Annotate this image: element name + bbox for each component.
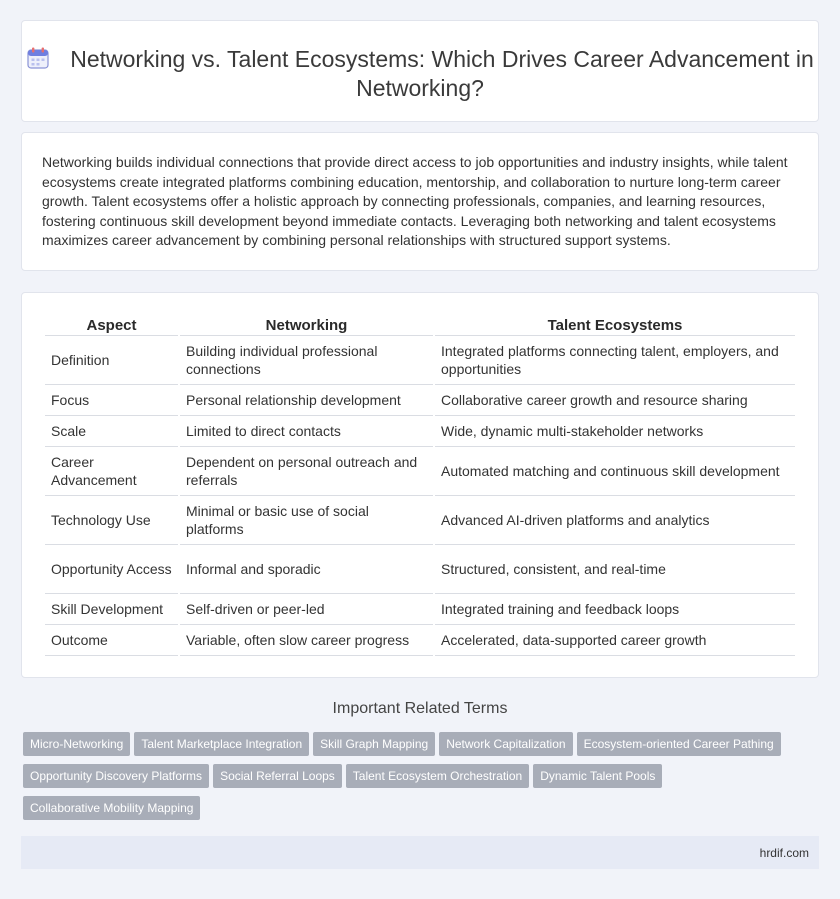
cell-aspect: Outcome: [45, 625, 178, 656]
table-row: [45, 545, 795, 594]
header-aspect: Aspect: [45, 315, 178, 336]
cell-networking: Personal relationship development: [180, 385, 433, 416]
footer-site-link[interactable]: hrdif.com: [759, 846, 809, 860]
page-title-text: Networking vs. Talent Ecosystems: Which Drives Career Advancement in Networking?: [70, 46, 814, 101]
cell-talent: Accelerated, data-supported career growth: [435, 625, 795, 656]
calendar-icon: [26, 46, 50, 70]
table-row: [45, 496, 795, 545]
cell-networking: Minimal or basic use of social platforms: [180, 496, 433, 545]
related-term-tag[interactable]: Skill Graph Mapping: [313, 732, 435, 756]
cell-talent: Collaborative career growth and resource sharing: [435, 385, 795, 416]
table-row: [45, 594, 795, 625]
cell-networking: Variable, often slow career progress: [180, 625, 433, 656]
intro-card: [21, 132, 819, 271]
title-card: [21, 20, 819, 122]
cell-talent: Advanced AI-driven platforms and analytics: [435, 496, 795, 545]
cell-talent: Integrated training and feedback loops: [435, 594, 795, 625]
cell-networking: Limited to direct contacts: [180, 416, 433, 447]
cell-talent: Integrated platforms connecting talent, employers, and opportunities: [435, 336, 795, 385]
cell-networking: Dependent on personal outreach and referrals: [180, 447, 433, 496]
cell-aspect: Definition: [45, 336, 178, 385]
table-row: [45, 385, 795, 416]
table-row: [45, 416, 795, 447]
table-row: [45, 447, 795, 496]
cell-networking: Informal and sporadic: [180, 545, 433, 594]
intro-paragraph: Networking builds individual connections that provide direct access to job opportunities and industry insights, while talent ecosystems create integrated platforms combining education, mentorship, and collaboration to nurture long-term career growth. Talent ecosystems offer a holistic approach by connecting professionals, companies, and learning resources, fostering continuous skill development beyond immediate contacts. Leveraging both networking and talent ecosystems maximizes career advancement by combining personal relationships with structured support systems.: [42, 154, 788, 248]
header-networking: Networking: [180, 315, 433, 336]
related-term-tag[interactable]: Social Referral Loops: [213, 764, 342, 788]
related-term-tag[interactable]: Talent Ecosystem Orchestration: [346, 764, 529, 788]
cell-aspect: Opportunity Access: [45, 545, 178, 594]
cell-talent: Structured, consistent, and real-time: [435, 545, 795, 594]
cell-networking: Building individual professional connections: [180, 336, 433, 385]
related-terms-title: Important Related Terms: [332, 700, 508, 717]
cell-talent: Automated matching and continuous skill development: [435, 447, 795, 496]
cell-aspect: Technology Use: [45, 496, 178, 545]
table-header-row: [45, 315, 795, 336]
related-terms-list: [23, 732, 813, 828]
related-term-tag[interactable]: Network Capitalization: [439, 732, 572, 756]
header-talent-ecosystems: Talent Ecosystems: [435, 315, 795, 336]
cell-aspect: Scale: [45, 416, 178, 447]
related-term-tag[interactable]: Opportunity Discovery Platforms: [23, 764, 209, 788]
related-term-tag[interactable]: Micro-Networking: [23, 732, 130, 756]
cell-aspect: Focus: [45, 385, 178, 416]
related-term-tag[interactable]: Ecosystem-oriented Career Pathing: [577, 732, 781, 756]
related-term-tag[interactable]: Talent Marketplace Integration: [134, 732, 309, 756]
related-term-tag[interactable]: Collaborative Mobility Mapping: [23, 796, 200, 820]
table-row: [45, 625, 795, 656]
table-row: [45, 336, 795, 385]
related-term-tag[interactable]: Dynamic Talent Pools: [533, 764, 662, 788]
cell-talent: Wide, dynamic multi-stakeholder networks: [435, 416, 795, 447]
footer: [21, 836, 819, 869]
cell-networking: Self-driven or peer-led: [180, 594, 433, 625]
cell-aspect: Career Advancement: [45, 447, 178, 496]
page-title: [22, 45, 818, 103]
comparison-table: [43, 315, 797, 656]
cell-aspect: Skill Development: [45, 594, 178, 625]
comparison-card: [21, 292, 819, 678]
